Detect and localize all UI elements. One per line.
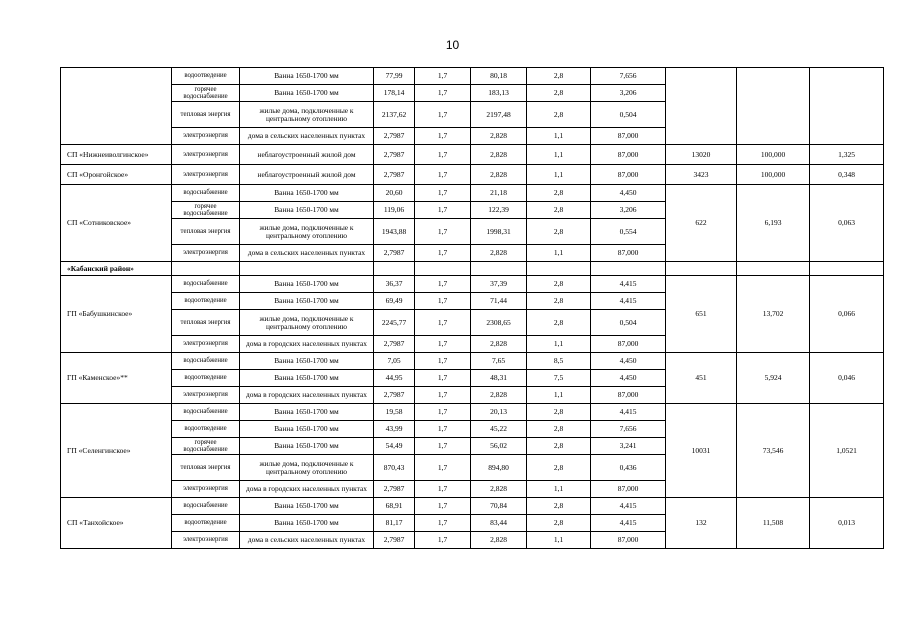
value-cell: 7,65: [471, 353, 527, 370]
resource-cell: электроэнергия: [172, 387, 240, 404]
value-cell: 1,7: [415, 202, 471, 219]
resource-cell: водоотведение: [172, 293, 240, 310]
resource-cell: электроэнергия: [172, 128, 240, 145]
resource-cell: водоснабжение: [172, 353, 240, 370]
value-cell: 7,656: [591, 68, 666, 85]
group-value-cell: 13,702: [737, 276, 810, 353]
resource-cell: тепловая энергия: [172, 310, 240, 336]
value-cell: 2,828: [471, 387, 527, 404]
value-cell: 68,91: [374, 498, 415, 515]
object-cell: Ванна 1650-1700 мм: [240, 185, 374, 202]
value-cell: 2,8: [527, 68, 591, 85]
value-cell: 87,000: [591, 128, 666, 145]
value-cell: 2,8: [527, 293, 591, 310]
value-cell: 0,504: [591, 102, 666, 128]
value-cell: 2,7987: [374, 387, 415, 404]
table-row: [61, 165, 884, 185]
value-cell: 2,8: [527, 438, 591, 455]
value-cell: 2,7987: [374, 145, 415, 165]
object-cell: жилые дома, подключенные к центральному отоплению: [240, 102, 374, 128]
value-cell: 7,05: [374, 353, 415, 370]
value-cell: 2,828: [471, 532, 527, 549]
value-cell: 2,8: [527, 404, 591, 421]
page-number: 10: [445, 38, 460, 52]
object-cell: Ванна 1650-1700 мм: [240, 276, 374, 293]
value-cell: 1,7: [415, 455, 471, 481]
empty-cell: [666, 262, 737, 276]
resource-cell: горячее водоснабжение: [172, 85, 240, 102]
empty-cell: [374, 262, 415, 276]
resource-cell: горячее водоснабжение: [172, 202, 240, 219]
settlement-cell: СП «Оронгойское»: [61, 165, 172, 185]
settlement-cell: СП «Танхойское»: [61, 498, 172, 549]
value-cell: 1,1: [527, 128, 591, 145]
value-cell: 2245,77: [374, 310, 415, 336]
group-value-cell: 451: [666, 353, 737, 404]
value-cell: 2,7987: [374, 481, 415, 498]
group-value-cell: 5,924: [737, 353, 810, 404]
object-cell: жилые дома, подключенные к центральному отоплению: [240, 455, 374, 481]
value-cell: 3,206: [591, 85, 666, 102]
value-cell: 4,415: [591, 404, 666, 421]
table-row: [61, 145, 884, 165]
value-cell: 2,8: [527, 276, 591, 293]
value-cell: 1,7: [415, 515, 471, 532]
value-cell: 2137,62: [374, 102, 415, 128]
value-cell: 3,206: [591, 202, 666, 219]
value-cell: 870,43: [374, 455, 415, 481]
value-cell: 87,000: [591, 165, 666, 185]
value-cell: 37,39: [471, 276, 527, 293]
value-cell: 1,1: [527, 387, 591, 404]
value-cell: 19,58: [374, 404, 415, 421]
object-cell: Ванна 1650-1700 мм: [240, 202, 374, 219]
value-cell: 2,8: [527, 85, 591, 102]
value-cell: 7,656: [591, 421, 666, 438]
object-cell: дома в городских населенных пунктах: [240, 387, 374, 404]
value-cell: 0,554: [591, 219, 666, 245]
value-cell: 1998,31: [471, 219, 527, 245]
value-cell: 1,7: [415, 276, 471, 293]
value-cell: 1,7: [415, 370, 471, 387]
value-cell: 80,18: [471, 68, 527, 85]
value-cell: 1,7: [415, 68, 471, 85]
value-cell: 2,828: [471, 128, 527, 145]
group-value-cell: 3423: [666, 165, 737, 185]
value-cell: 1,7: [415, 245, 471, 262]
value-cell: 1,7: [415, 310, 471, 336]
value-cell: 119,06: [374, 202, 415, 219]
value-cell: 69,49: [374, 293, 415, 310]
group-value-cell: 0,063: [810, 185, 884, 262]
object-cell: Ванна 1650-1700 мм: [240, 85, 374, 102]
group-value-cell: 10031: [666, 404, 737, 498]
value-cell: 2,8: [527, 515, 591, 532]
value-cell: 56,02: [471, 438, 527, 455]
value-cell: 2,8: [527, 102, 591, 128]
object-cell: Ванна 1650-1700 мм: [240, 404, 374, 421]
value-cell: 0,504: [591, 310, 666, 336]
value-cell: 4,450: [591, 353, 666, 370]
value-cell: 2,828: [471, 145, 527, 165]
value-cell: 3,241: [591, 438, 666, 455]
value-cell: 1943,88: [374, 219, 415, 245]
resource-cell: водоотведение: [172, 370, 240, 387]
table-row: [61, 404, 884, 421]
value-cell: 1,7: [415, 498, 471, 515]
value-cell: 1,7: [415, 102, 471, 128]
resource-cell: тепловая энергия: [172, 455, 240, 481]
value-cell: 2197,48: [471, 102, 527, 128]
value-cell: 87,000: [591, 532, 666, 549]
value-cell: 4,415: [591, 498, 666, 515]
group-value-cell: 0,013: [810, 498, 884, 549]
value-cell: 20,13: [471, 404, 527, 421]
empty-cell: [240, 262, 374, 276]
group-value-cell: 100,000: [737, 145, 810, 165]
value-cell: 4,415: [591, 515, 666, 532]
object-cell: Ванна 1650-1700 мм: [240, 293, 374, 310]
resource-cell: горячее водоснабжение: [172, 438, 240, 455]
resource-cell: водоотведение: [172, 515, 240, 532]
object-cell: Ванна 1650-1700 мм: [240, 353, 374, 370]
value-cell: 1,7: [415, 145, 471, 165]
table-row: [61, 276, 884, 293]
resource-cell: тепловая энергия: [172, 102, 240, 128]
value-cell: 1,7: [415, 532, 471, 549]
group-value-cell: [810, 68, 884, 145]
value-cell: 87,000: [591, 481, 666, 498]
resource-cell: водоснабжение: [172, 185, 240, 202]
object-cell: дома в городских населенных пунктах: [240, 481, 374, 498]
value-cell: 87,000: [591, 387, 666, 404]
value-cell: 1,7: [415, 128, 471, 145]
table-row: [61, 68, 884, 85]
group-value-cell: 1,325: [810, 145, 884, 165]
object-cell: Ванна 1650-1700 мм: [240, 438, 374, 455]
object-cell: дома в сельских населенных пунктах: [240, 245, 374, 262]
value-cell: 1,1: [527, 145, 591, 165]
value-cell: 1,7: [415, 336, 471, 353]
group-value-cell: 622: [666, 185, 737, 262]
object-cell: Ванна 1650-1700 мм: [240, 370, 374, 387]
settlement-cell: ГП «Бабушкинское»: [61, 276, 172, 353]
section-title: «Кабанский район»: [61, 262, 172, 276]
value-cell: 2,828: [471, 481, 527, 498]
value-cell: 2,828: [471, 336, 527, 353]
resource-cell: электроэнергия: [172, 336, 240, 353]
value-cell: 4,415: [591, 276, 666, 293]
settlement-cell: [61, 68, 172, 145]
group-value-cell: 13020: [666, 145, 737, 165]
resource-cell: электроэнергия: [172, 481, 240, 498]
resource-cell: электроэнергия: [172, 165, 240, 185]
object-cell: неблагоустроенный жилой дом: [240, 165, 374, 185]
value-cell: 2,7987: [374, 336, 415, 353]
group-value-cell: 100,000: [737, 165, 810, 185]
object-cell: неблагоустроенный жилой дом: [240, 145, 374, 165]
value-cell: 2308,65: [471, 310, 527, 336]
value-cell: 21,18: [471, 185, 527, 202]
value-cell: 2,8: [527, 455, 591, 481]
value-cell: 2,8: [527, 202, 591, 219]
resource-cell: тепловая энергия: [172, 219, 240, 245]
value-cell: 87,000: [591, 336, 666, 353]
group-value-cell: 0,066: [810, 276, 884, 353]
value-cell: 36,37: [374, 276, 415, 293]
value-cell: 1,1: [527, 165, 591, 185]
value-cell: 2,828: [471, 245, 527, 262]
value-cell: 1,7: [415, 185, 471, 202]
value-cell: 178,14: [374, 85, 415, 102]
resource-cell: электроэнергия: [172, 532, 240, 549]
value-cell: 1,7: [415, 438, 471, 455]
section-row: [61, 262, 884, 276]
value-cell: 2,8: [527, 498, 591, 515]
value-cell: 2,7987: [374, 532, 415, 549]
value-cell: 48,31: [471, 370, 527, 387]
object-cell: дома в сельских населенных пунктах: [240, 532, 374, 549]
group-value-cell: 651: [666, 276, 737, 353]
value-cell: 45,22: [471, 421, 527, 438]
group-value-cell: [737, 68, 810, 145]
empty-cell: [172, 262, 240, 276]
empty-cell: [810, 262, 884, 276]
value-cell: 54,49: [374, 438, 415, 455]
table-row: [61, 185, 884, 202]
empty-cell: [737, 262, 810, 276]
value-cell: 1,7: [415, 404, 471, 421]
group-value-cell: 0,348: [810, 165, 884, 185]
resource-cell: водоснабжение: [172, 498, 240, 515]
value-cell: 83,44: [471, 515, 527, 532]
object-cell: дома в сельских населенных пунктах: [240, 128, 374, 145]
group-value-cell: 73,546: [737, 404, 810, 498]
value-cell: 2,7987: [374, 165, 415, 185]
object-cell: жилые дома, подключенные к центральному отоплению: [240, 310, 374, 336]
value-cell: 1,1: [527, 481, 591, 498]
value-cell: 122,39: [471, 202, 527, 219]
value-cell: 2,8: [527, 185, 591, 202]
value-cell: 2,7987: [374, 245, 415, 262]
value-cell: 1,7: [415, 353, 471, 370]
empty-cell: [471, 262, 527, 276]
group-value-cell: 6,193: [737, 185, 810, 262]
tariff-table: [60, 67, 884, 549]
value-cell: 87,000: [591, 245, 666, 262]
value-cell: 1,7: [415, 293, 471, 310]
value-cell: 2,828: [471, 165, 527, 185]
value-cell: 183,13: [471, 85, 527, 102]
settlement-cell: СП «Нижнеиволгинское»: [61, 145, 172, 165]
group-value-cell: 0,046: [810, 353, 884, 404]
value-cell: 1,1: [527, 532, 591, 549]
value-cell: 4,415: [591, 293, 666, 310]
group-value-cell: [666, 68, 737, 145]
value-cell: 20,60: [374, 185, 415, 202]
settlement-cell: СП «Сотниковское»: [61, 185, 172, 262]
value-cell: 2,8: [527, 219, 591, 245]
value-cell: 1,7: [415, 85, 471, 102]
resource-cell: водоснабжение: [172, 404, 240, 421]
value-cell: 81,17: [374, 515, 415, 532]
group-value-cell: 1,0521: [810, 404, 884, 498]
value-cell: 2,7987: [374, 128, 415, 145]
value-cell: 43,99: [374, 421, 415, 438]
empty-cell: [591, 262, 666, 276]
value-cell: 1,1: [527, 245, 591, 262]
value-cell: 4,450: [591, 370, 666, 387]
value-cell: 1,7: [415, 219, 471, 245]
value-cell: 70,84: [471, 498, 527, 515]
value-cell: 1,7: [415, 481, 471, 498]
object-cell: Ванна 1650-1700 мм: [240, 515, 374, 532]
value-cell: 8,5: [527, 353, 591, 370]
table-row: [61, 353, 884, 370]
value-cell: 4,450: [591, 185, 666, 202]
table-row: [61, 498, 884, 515]
value-cell: 2,8: [527, 310, 591, 336]
value-cell: 7,5: [527, 370, 591, 387]
empty-cell: [415, 262, 471, 276]
value-cell: 2,8: [527, 421, 591, 438]
value-cell: 1,7: [415, 165, 471, 185]
value-cell: 77,99: [374, 68, 415, 85]
value-cell: 0,436: [591, 455, 666, 481]
value-cell: 1,7: [415, 421, 471, 438]
value-cell: 1,7: [415, 387, 471, 404]
object-cell: Ванна 1650-1700 мм: [240, 498, 374, 515]
empty-cell: [527, 262, 591, 276]
resource-cell: водоотведение: [172, 68, 240, 85]
value-cell: 894,80: [471, 455, 527, 481]
value-cell: 87,000: [591, 145, 666, 165]
value-cell: 44,95: [374, 370, 415, 387]
resource-cell: электроэнергия: [172, 245, 240, 262]
object-cell: жилые дома, подключенные к центральному отоплению: [240, 219, 374, 245]
object-cell: Ванна 1650-1700 мм: [240, 68, 374, 85]
settlement-cell: ГП «Каменское»**: [61, 353, 172, 404]
resource-cell: электроэнергия: [172, 145, 240, 165]
group-value-cell: 132: [666, 498, 737, 549]
resource-cell: водоснабжение: [172, 276, 240, 293]
group-value-cell: 11,508: [737, 498, 810, 549]
settlement-cell: ГП «Селенгинское»: [61, 404, 172, 498]
object-cell: Ванна 1650-1700 мм: [240, 421, 374, 438]
value-cell: 1,1: [527, 336, 591, 353]
object-cell: дома в городских населенных пунктах: [240, 336, 374, 353]
value-cell: 71,44: [471, 293, 527, 310]
resource-cell: водоотведение: [172, 421, 240, 438]
